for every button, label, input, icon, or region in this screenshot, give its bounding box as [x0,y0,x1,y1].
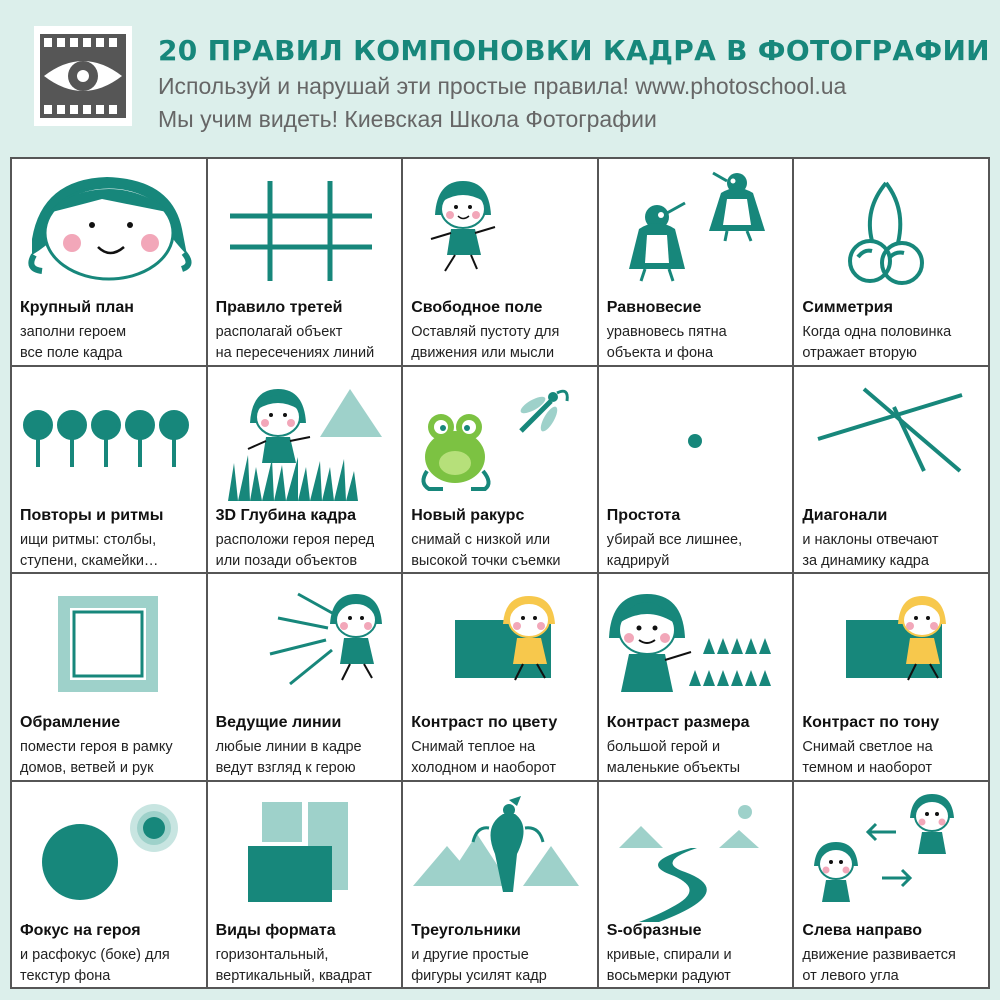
rule-title: 3D Глубина кадра [215,506,357,524]
rule-title: Контраст размера [606,714,750,731]
rule-title: Контраст по тону [802,714,940,731]
header [0,0,1000,152]
tone-contrast-icon [794,574,988,714]
rules-grid [10,157,990,989]
s-curve-road-icon [599,782,793,922]
page-subtitle-line2: Мы учим видеть! Киевская Школа Фотографии [158,106,657,132]
rule-card [12,159,206,365]
rule-card [12,367,206,573]
eye-film-icon [40,34,126,118]
rule-desc: помести героя в рамку домов, ветвей и рук [20,739,173,776]
rule-card [403,782,597,988]
rule-card [403,574,597,780]
rule-title: Простота [606,506,681,524]
rule-desc: любые линии в кадре ведут взгляд к герою [215,739,362,776]
formats-icon [208,782,402,922]
triangles-icon [403,782,597,922]
rule-desc: Снимай теплое на холодном и наоборот [411,739,557,776]
rule-card [794,159,988,365]
rule-desc: Когда одна половинка отражает вторую [802,324,952,361]
trees-row-icon [12,367,206,507]
rule-desc: ищи ритмы: столбы, ступени, скамейки… [20,531,159,569]
leading-lines-icon [208,574,402,714]
rule-card [599,367,793,573]
left-to-right-icon [794,782,988,922]
rule-desc: горизонтальный, вертикальный, квадрат [215,946,372,984]
rule-card [208,574,402,780]
rule-title: Свободное поле [411,299,543,316]
rule-title: Новый ракурс [411,506,525,524]
rule-desc: и другие простые фигуры усилят кадр [411,946,547,984]
rule-desc: и расфокус (боке) для текстур фона [20,946,170,984]
rule-card [12,574,206,780]
rule-title: S-образные [606,921,702,939]
color-contrast-icon [403,574,597,714]
rule-desc: движение развивается от левого угла [802,946,956,984]
rule-card [208,367,402,573]
rule-title: Контраст по цвету [411,714,558,731]
rule-title: Симметрия [802,299,893,316]
rule-card [208,782,402,988]
rule-card [599,159,793,365]
rule-card [403,367,597,573]
dot-icon [599,367,793,507]
diagonal-lines-icon [794,367,988,507]
rule-desc: заполни героем все поле кадра [20,324,127,361]
rule-card [794,574,988,780]
grid-icon [208,159,402,299]
rule-title: Диагонали [802,506,888,524]
frog-dragonfly-icon [403,367,597,507]
rule-desc: большой герой и маленькие объекты [606,739,741,776]
rule-card [794,367,988,573]
girl-face-icon [12,159,206,299]
rule-card [794,782,988,988]
rule-title: Треугольники [411,921,521,939]
rule-title: Фокус на героя [20,921,141,939]
rule-card [208,159,402,365]
rule-card [599,574,793,780]
rule-title: Крупный план [20,299,134,316]
rule-desc: Оставляй пустоту для движения или мысли [411,324,560,361]
rule-desc: уравновесь пятна объекта и фона [606,324,727,361]
rule-card [12,782,206,988]
rule-title: Равновесие [606,299,702,316]
bokeh-icon [12,782,206,922]
rule-title: Повторы и ритмы [20,506,164,524]
rule-card [599,782,793,988]
size-contrast-icon [599,574,793,714]
rule-desc: кривые, спирали и восьмерки радуют [606,946,732,984]
rule-desc: Снимай светлое на темном и наоборот [802,739,933,776]
rule-title: Слева направо [802,921,923,939]
page-title: 20 ПРАВИЛ КОМПОНОВКИ КАДРА В ФОТОГРАФИИ [158,34,990,67]
girl-grass-icon [208,367,402,507]
cherry-icon [794,159,988,299]
rule-card [403,159,597,365]
frame-icon [12,574,206,714]
rule-title: Виды формата [215,921,336,939]
rule-desc: и наклоны отвечают за динамику кадра [802,531,939,569]
rule-desc: располагай объект на пересечениях линий [215,324,375,361]
rule-desc: расположи героя перед или позади объектов [215,531,375,569]
rule-title: Обрамление [20,714,121,731]
rule-desc: снимай с низкой или высокой точки съемки [411,531,561,569]
rule-title: Ведущие линии [215,714,342,731]
girl-jumping-icon [403,159,597,299]
rule-desc: убирай все лишнее, кадрируй [606,531,743,569]
penguins-icon [599,159,793,299]
logo [34,26,132,126]
page-subtitle-line1: Используй и нарушай эти простые правила! www.photoschool.ua [158,73,847,99]
rule-title: Правило третей [215,299,343,316]
